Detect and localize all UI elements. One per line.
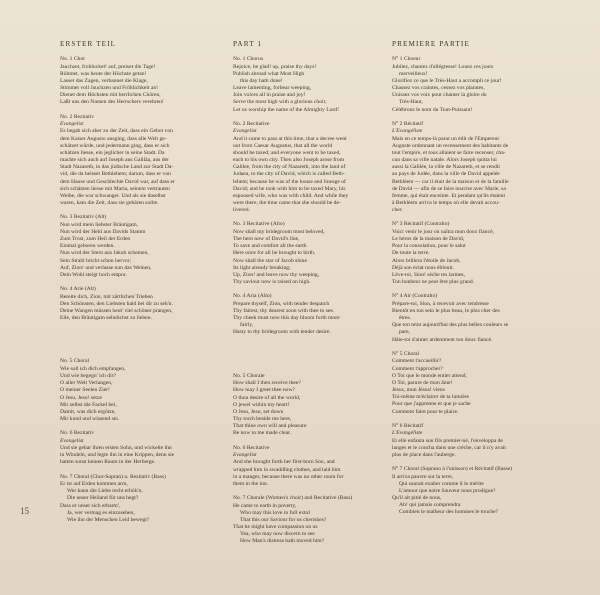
- text-line: Und sie gebar ihren ersten Sohn, und wickelte ihn: [60, 445, 172, 452]
- text-line: Auguste ordonnant un recensement des habitants de: [392, 142, 509, 149]
- text-line: Pour que j'apprenne et que je sache: [392, 401, 471, 408]
- text-line: Prépare-toi, Sion, à recevoir avec tendresse: [392, 300, 489, 307]
- movement-section: [233, 373, 375, 438]
- text-line: David; and he took with him to be taxed Mary, his: [233, 185, 346, 192]
- text-line: Prepare thyself, Zion, with tender despatch: [233, 300, 330, 307]
- text-line: Thy saviour now is raised on high.: [233, 279, 311, 286]
- text-line: He came to earth in poverty,: [233, 502, 297, 509]
- text-line: Er ist auf Erden kommen arm,: [60, 481, 128, 488]
- text-line: were there, the time came that she should be de-: [233, 199, 341, 206]
- text-line: Et elle enfanta son fils premier-né, l'enveloppa de: [392, 437, 503, 444]
- text-line: Lasset das Zagen, verbannet die Klage,: [60, 77, 148, 84]
- text-line: Unissez vos voix pour chanter la gloire du: [392, 92, 487, 99]
- text-line: de David — afin de se faire inscrire avec Marie, sa: [392, 185, 506, 192]
- text-line: Pour la consolation, pour le salut: [392, 243, 466, 250]
- text-line: O Toi, parure de mon âme!: [392, 379, 453, 386]
- text-line: Stadt Nazareth, in das jüdische Land zur Stadt Da-: [60, 164, 174, 171]
- text-line: Qu'il ait pitié de nous,: [392, 495, 442, 502]
- text-line: each to his own city. Then also Joseph arose from: [233, 157, 345, 164]
- text-line: au pays de Judée, dans la ville de David appelée: [392, 171, 500, 178]
- movement-section: [60, 286, 220, 322]
- text-line: That this our Saviour for us cherishes?: [240, 516, 327, 523]
- text-line: Be now to me made clear.: [233, 430, 292, 437]
- text-line: espoused wife, who was with child. And while they: [233, 192, 349, 199]
- column-heading: ERSTER TEIL: [60, 40, 117, 48]
- movement-title: N° 6 Récitatif: [392, 422, 424, 429]
- movement-section: [392, 221, 557, 286]
- text-line: Thy torch beside me here,: [233, 416, 292, 423]
- speaker-label: Evangelist: [60, 121, 84, 128]
- text-line: Serve the most high with a glorious choir,: [233, 99, 327, 106]
- movement-title: N° 2 Récitatif: [392, 120, 424, 127]
- text-line: Qui saurait exalter comme il le mérite: [399, 480, 484, 487]
- text-line: Wer kann die Liebe recht erhöh'n,: [67, 488, 143, 495]
- movement-section: [233, 495, 375, 546]
- page-number: 15: [20, 506, 29, 516]
- english-column: [233, 40, 375, 551]
- text-line: Auf, Zion! und verlasse nun das Weinen,: [60, 264, 152, 271]
- movement-title: N° 7 Choral (Soprano à l'unisson) et Récitatif (Basse): [392, 465, 513, 472]
- movement-title: No. 5 Chorale: [233, 372, 265, 379]
- speaker-label: L'Evangéliste: [392, 430, 423, 437]
- speaker-label: Evangelist: [233, 452, 257, 459]
- text-line: Voici venir le jour où naîtra mon doux fiancé,: [392, 228, 494, 235]
- text-line: Damit, was dich ergötze,: [60, 408, 116, 415]
- text-line: langes et le coucha dans une crèche, car il n'y avait: [392, 444, 506, 451]
- text-line: Mir kund und wissend sei.: [60, 416, 120, 423]
- movement-title: N° 3 Récitatif (Contralto): [392, 221, 450, 228]
- text-line: Judaea, to the city of David, which is called Beth-: [233, 171, 345, 178]
- movement-section: [392, 466, 557, 517]
- text-line: How Man's distress hath moved him?: [240, 538, 325, 545]
- text-line: in a manger, because there was no other room for: [233, 473, 344, 480]
- text-line: Célébrons le nom du Tout-Puissant!: [392, 106, 473, 113]
- text-line: Thy cheek must now this day bloom forth more: [233, 315, 340, 322]
- movement-title: No. 5 Choral: [60, 358, 90, 365]
- text-line: Hâte-toi d'aimer ardemment ton doux fiancé.: [392, 336, 493, 343]
- text-line: Eile, den Bräutigam sehnlichst zu lieben.: [60, 315, 152, 322]
- text-line: lehem; because he was of the house and lineage of: [233, 178, 346, 185]
- text-line: Let us worship the name of the Almighty Lord!: [233, 106, 339, 113]
- text-line: Dienet dem Höchsten mit herrlichen Chören,: [60, 92, 161, 99]
- movement-title: No. 3 Rezitativ (Alt): [60, 214, 107, 221]
- text-line: Jauchzet, frohlocket! auf, preiset die Tage!: [60, 63, 156, 70]
- text-line: Jubilez, chantez d'allégresse! Louez ces jours: [392, 63, 494, 70]
- movement-section: [233, 56, 375, 114]
- text-line: cher.: [392, 207, 403, 214]
- text-line: O Toi que le monde entier attend,: [392, 372, 467, 379]
- text-line: O meiner Seelen Zier!: [60, 387, 110, 394]
- text-line: Publish abroad what Most High: [233, 70, 305, 77]
- text-line: Galilee, from the city of Nazareth, into the land of: [233, 164, 346, 171]
- text-line: Deine Wangen müssen heut' viel schöner prangen,: [60, 308, 173, 314]
- text-line: should be taxed; and everyone went to be taxed,: [233, 149, 341, 156]
- text-line: plus de place dans l'auberge.: [392, 451, 456, 458]
- movement-section: [392, 293, 557, 344]
- text-line: this day hath done!: [240, 77, 283, 84]
- text-line: Bientôt en ton sein le plus beau, le plus cher des: [392, 308, 500, 314]
- text-line: And it came to pass at this time, that a decree went: [233, 135, 347, 142]
- text-line: Glorifiez ce que le Très-Haut a accompli ce jour!: [392, 77, 502, 84]
- text-line: O aller Welt Verlangen,: [60, 380, 113, 387]
- text-line: Dein Wohl steigt hoch empor.: [60, 271, 127, 278]
- column-heading: PREMIERE PARTIE: [392, 40, 470, 48]
- movement-section: [392, 351, 557, 416]
- text-line: Yea, who may now discern to see: [240, 531, 315, 538]
- text-line: in Windeln, und legte ihn in eine Krippen, denn sie: [60, 452, 175, 459]
- text-line: Nun wird der Held aus Davids Stamm: [60, 228, 146, 235]
- text-line: Weibe, die war schwanger. Und als sie daselbst: [60, 192, 166, 199]
- movement-title: N° 5 Choral: [392, 350, 420, 357]
- text-line: How may I greet thee now?: [233, 387, 295, 394]
- text-line: femme, qui était enceinte. Et pendant qu'ils étaient: [392, 192, 505, 199]
- text-line: dem Hause und Geschlechte David war, auf dass er: [60, 178, 175, 185]
- text-line: wrapped him in swaddling clothes, and laid him: [233, 466, 341, 473]
- movement-section: [60, 56, 220, 107]
- movement-title: No. 7 Chorale (Women's choir) and Recitative (Bass): [233, 494, 353, 501]
- movement-section: [233, 121, 375, 215]
- text-line: And she brought forth her first-born Son, and: [233, 459, 335, 466]
- text-line: Leave lamenting, forbear weeping,: [233, 85, 312, 92]
- text-line: O Jesu, Jesu, set down: [233, 408, 284, 415]
- text-line: Comment t'approcher?: [392, 365, 443, 372]
- text-line: Il arriva pauvre sur la terre,: [392, 473, 454, 480]
- text-line: Rühmet, was heute der Höchste getan!: [60, 70, 147, 77]
- movement-section: [60, 214, 220, 279]
- text-line: Now shall my bridegroom most beloved,: [233, 228, 325, 235]
- text-line: schätzen liesse, ein jeglicher in seine Stadt. Da: [60, 149, 165, 156]
- text-line: machte sich auch auf Joseph aus Galiläa, aus der: [60, 157, 169, 164]
- text-line: Zum Trost, zum Heil der Erden: [60, 236, 131, 243]
- text-line: The hero now of David's line,: [233, 236, 300, 243]
- text-line: Rejoice, be glad! up, praise thy days!: [233, 63, 317, 70]
- movement-title: N° 1 Choeur: [392, 56, 421, 62]
- text-line: Bethléem — car il était de la maison et de la famille: [392, 178, 509, 185]
- text-line: Mais en ce temps-là parut un édit de l'Empereur: [392, 135, 500, 142]
- text-line: Stimmet voll Jauchzen und Fröhlichkeit an!: [60, 85, 159, 92]
- speaker-label: Evangelist: [60, 437, 84, 444]
- text-line: vid, die da heisset Bethlehem; darum, dass er von: [60, 171, 171, 178]
- text-line: Comment t'accueillir?: [392, 358, 442, 365]
- text-line: De toute la terre.: [392, 250, 430, 257]
- text-line: How shall I then receive thee?: [233, 380, 301, 387]
- text-line: Le héros de la maison de David,: [392, 236, 465, 243]
- text-line: fairly,: [240, 322, 254, 329]
- text-line: To save and comfort all the earth: [233, 243, 307, 250]
- text-line: Très-Haut,: [399, 99, 423, 106]
- text-line: Wie ihn der Menschen Leid bewegt?: [67, 516, 150, 523]
- french-column: [392, 40, 557, 522]
- movement-section: [233, 293, 375, 336]
- text-line: Chassez vos craintes, cessez vos plaintes,: [392, 85, 485, 92]
- text-line: Dass er unser sich erbarm',: [60, 502, 121, 509]
- movement-title: No. 1 Chorus: [233, 56, 263, 62]
- text-line: Hasty to thy bridegroom with tender desire.: [233, 329, 331, 336]
- text-line: schätzet würde, und jedermann ging, dass er sich: [60, 142, 170, 149]
- text-line: merveilleux!: [399, 70, 428, 77]
- text-line: Ton bonheur ne peut être plus grand.: [392, 279, 475, 286]
- text-line: Wie soll ich dich empfangen,: [60, 365, 126, 372]
- german-column: [60, 40, 220, 529]
- text-line: O thou desire of all the world,: [233, 394, 301, 401]
- text-line: Es begab sich aber zu der Zeit, dass ein Gebot von: [60, 128, 173, 135]
- text-line: livered.: [233, 207, 250, 214]
- movement-section: [60, 430, 220, 466]
- movement-title: No. 4 Arie (Alt): [60, 286, 96, 293]
- movement-title: No. 4 Aria (Alto): [233, 293, 272, 300]
- movement-title: N° 4 Air (Contralto): [392, 293, 438, 300]
- movement-section: [233, 221, 375, 286]
- text-line: Here once for all be brought to birth.: [233, 250, 316, 257]
- text-line: à Bethléem arriva le temps où elle devait accou-: [392, 199, 500, 206]
- speaker-label: Evangelist: [233, 128, 257, 135]
- text-line: Alors brillera l'étoile de Jacob,: [392, 257, 461, 264]
- text-line: them in the inn.: [233, 480, 269, 487]
- text-line: dem Kaiser Augusto ausging, dass alle Welt ge-: [60, 135, 167, 142]
- text-line: hatten sonst keinen Raum in der Herberge.: [60, 459, 156, 466]
- movement-title: No. 7 Choral (Chor-Sopran) u. Rezitativ (Bass): [60, 473, 166, 480]
- text-line: Toi-même m'éclairer de ta lumière: [392, 394, 470, 401]
- text-line: L'amour que notre Sauveur nous prodigue?: [399, 487, 496, 494]
- text-line: Déjà son éclat nous éblouit.: [392, 264, 454, 271]
- text-line: Its light already breaking;: [233, 264, 291, 271]
- text-line: Ah! qui jamais comprendra: [399, 502, 461, 509]
- text-line: Que ton teint aujourd'hui des plus belles couleurs se: [392, 322, 509, 329]
- text-line: Who may this love in full extol: [240, 509, 310, 516]
- text-line: Now shall the star of Jacob shine: [233, 257, 307, 264]
- text-line: Join voices all in praise and joy!: [233, 92, 306, 99]
- text-line: waren, kam die Zeit, dass sie gebären sollte.: [60, 199, 159, 206]
- text-line: Ja, wer vermag es einzusehen,: [67, 509, 135, 516]
- text-line: Nun wird der Stern aus Jakob scheinen,: [60, 250, 149, 257]
- text-line: That thine own will and pleasure: [233, 423, 307, 430]
- text-line: sich schätzen liesse mit Maria, seinem vertrauten: [60, 185, 170, 192]
- movement-section: [60, 358, 220, 423]
- text-line: O jewel within my heart!: [233, 401, 290, 408]
- movement-title: No. 3 Recitative (Alto): [233, 221, 285, 228]
- text-line: Bereite dich, Zion, mit zärtlichen Trieben: [60, 293, 153, 300]
- movement-section: [233, 445, 375, 488]
- text-line: Combien le malheur des hommes le touche?: [399, 509, 499, 516]
- text-line: Laßt uns den Namen des Herrschers verehren!: [60, 99, 164, 106]
- text-line: Jésus, mon Jésus! viens: [392, 387, 445, 394]
- text-line: Comment faire pour te plaire.: [392, 408, 459, 415]
- movement-section: [60, 474, 220, 525]
- text-line: Mir selbst die Fackel bei,: [60, 401, 117, 408]
- text-line: Einmal geboren werden.: [60, 243, 115, 250]
- movement-title: No. 6 Rezitativ: [60, 430, 95, 437]
- text-line: pare,: [399, 329, 411, 336]
- text-line: Die unser Heiland für uns hegt?: [67, 495, 139, 502]
- text-line: cun dans sa ville natale. Alors Joseph quitta lui: [392, 157, 497, 164]
- text-line: Thy fairest, thy dearest soon with thee to see.: [233, 308, 335, 314]
- text-line: aussi la Galilée, la ville de Nazareth, et se rendit: [392, 164, 500, 171]
- movement-section: [392, 56, 557, 114]
- text-line: O Jesu, Jesu! setze: [60, 394, 102, 401]
- movement-section: [392, 423, 557, 459]
- movement-title: No. 1 Chor: [60, 56, 86, 62]
- column-heading: PART 1: [233, 40, 263, 48]
- text-line: êtres.: [399, 315, 411, 322]
- text-line: That he might have compassion on us: [233, 524, 318, 531]
- movement-title: No. 2 Recitative: [233, 120, 270, 127]
- movement-title: No. 2 Rezitativ: [60, 113, 95, 120]
- movement-section: [392, 121, 557, 215]
- movement-title: No. 6 Recitative: [233, 444, 270, 451]
- speaker-label: L'Evangéliste: [392, 128, 423, 135]
- text-line: Up, Zion! and leave now thy weeping,: [233, 271, 320, 278]
- text-line: Sein Strahl bricht schon hervor;: [60, 257, 132, 264]
- movement-section: [60, 114, 220, 208]
- text-line: Und wie begegn' ich dir?: [60, 373, 116, 380]
- text-line: tout l'empire, et tous allaient se faire recenser, cha-: [392, 149, 506, 156]
- text-line: Nun wird mein liebster Bräutigam,: [60, 221, 139, 228]
- text-line: Den Schönsten, den Liebsten bald bei dir zu seh'n.: [60, 300, 173, 307]
- text-line: Lève-toi, Sion! sèche tes larmes,: [392, 271, 466, 278]
- text-line: out from Caesar Augustus, that all the world: [233, 142, 333, 149]
